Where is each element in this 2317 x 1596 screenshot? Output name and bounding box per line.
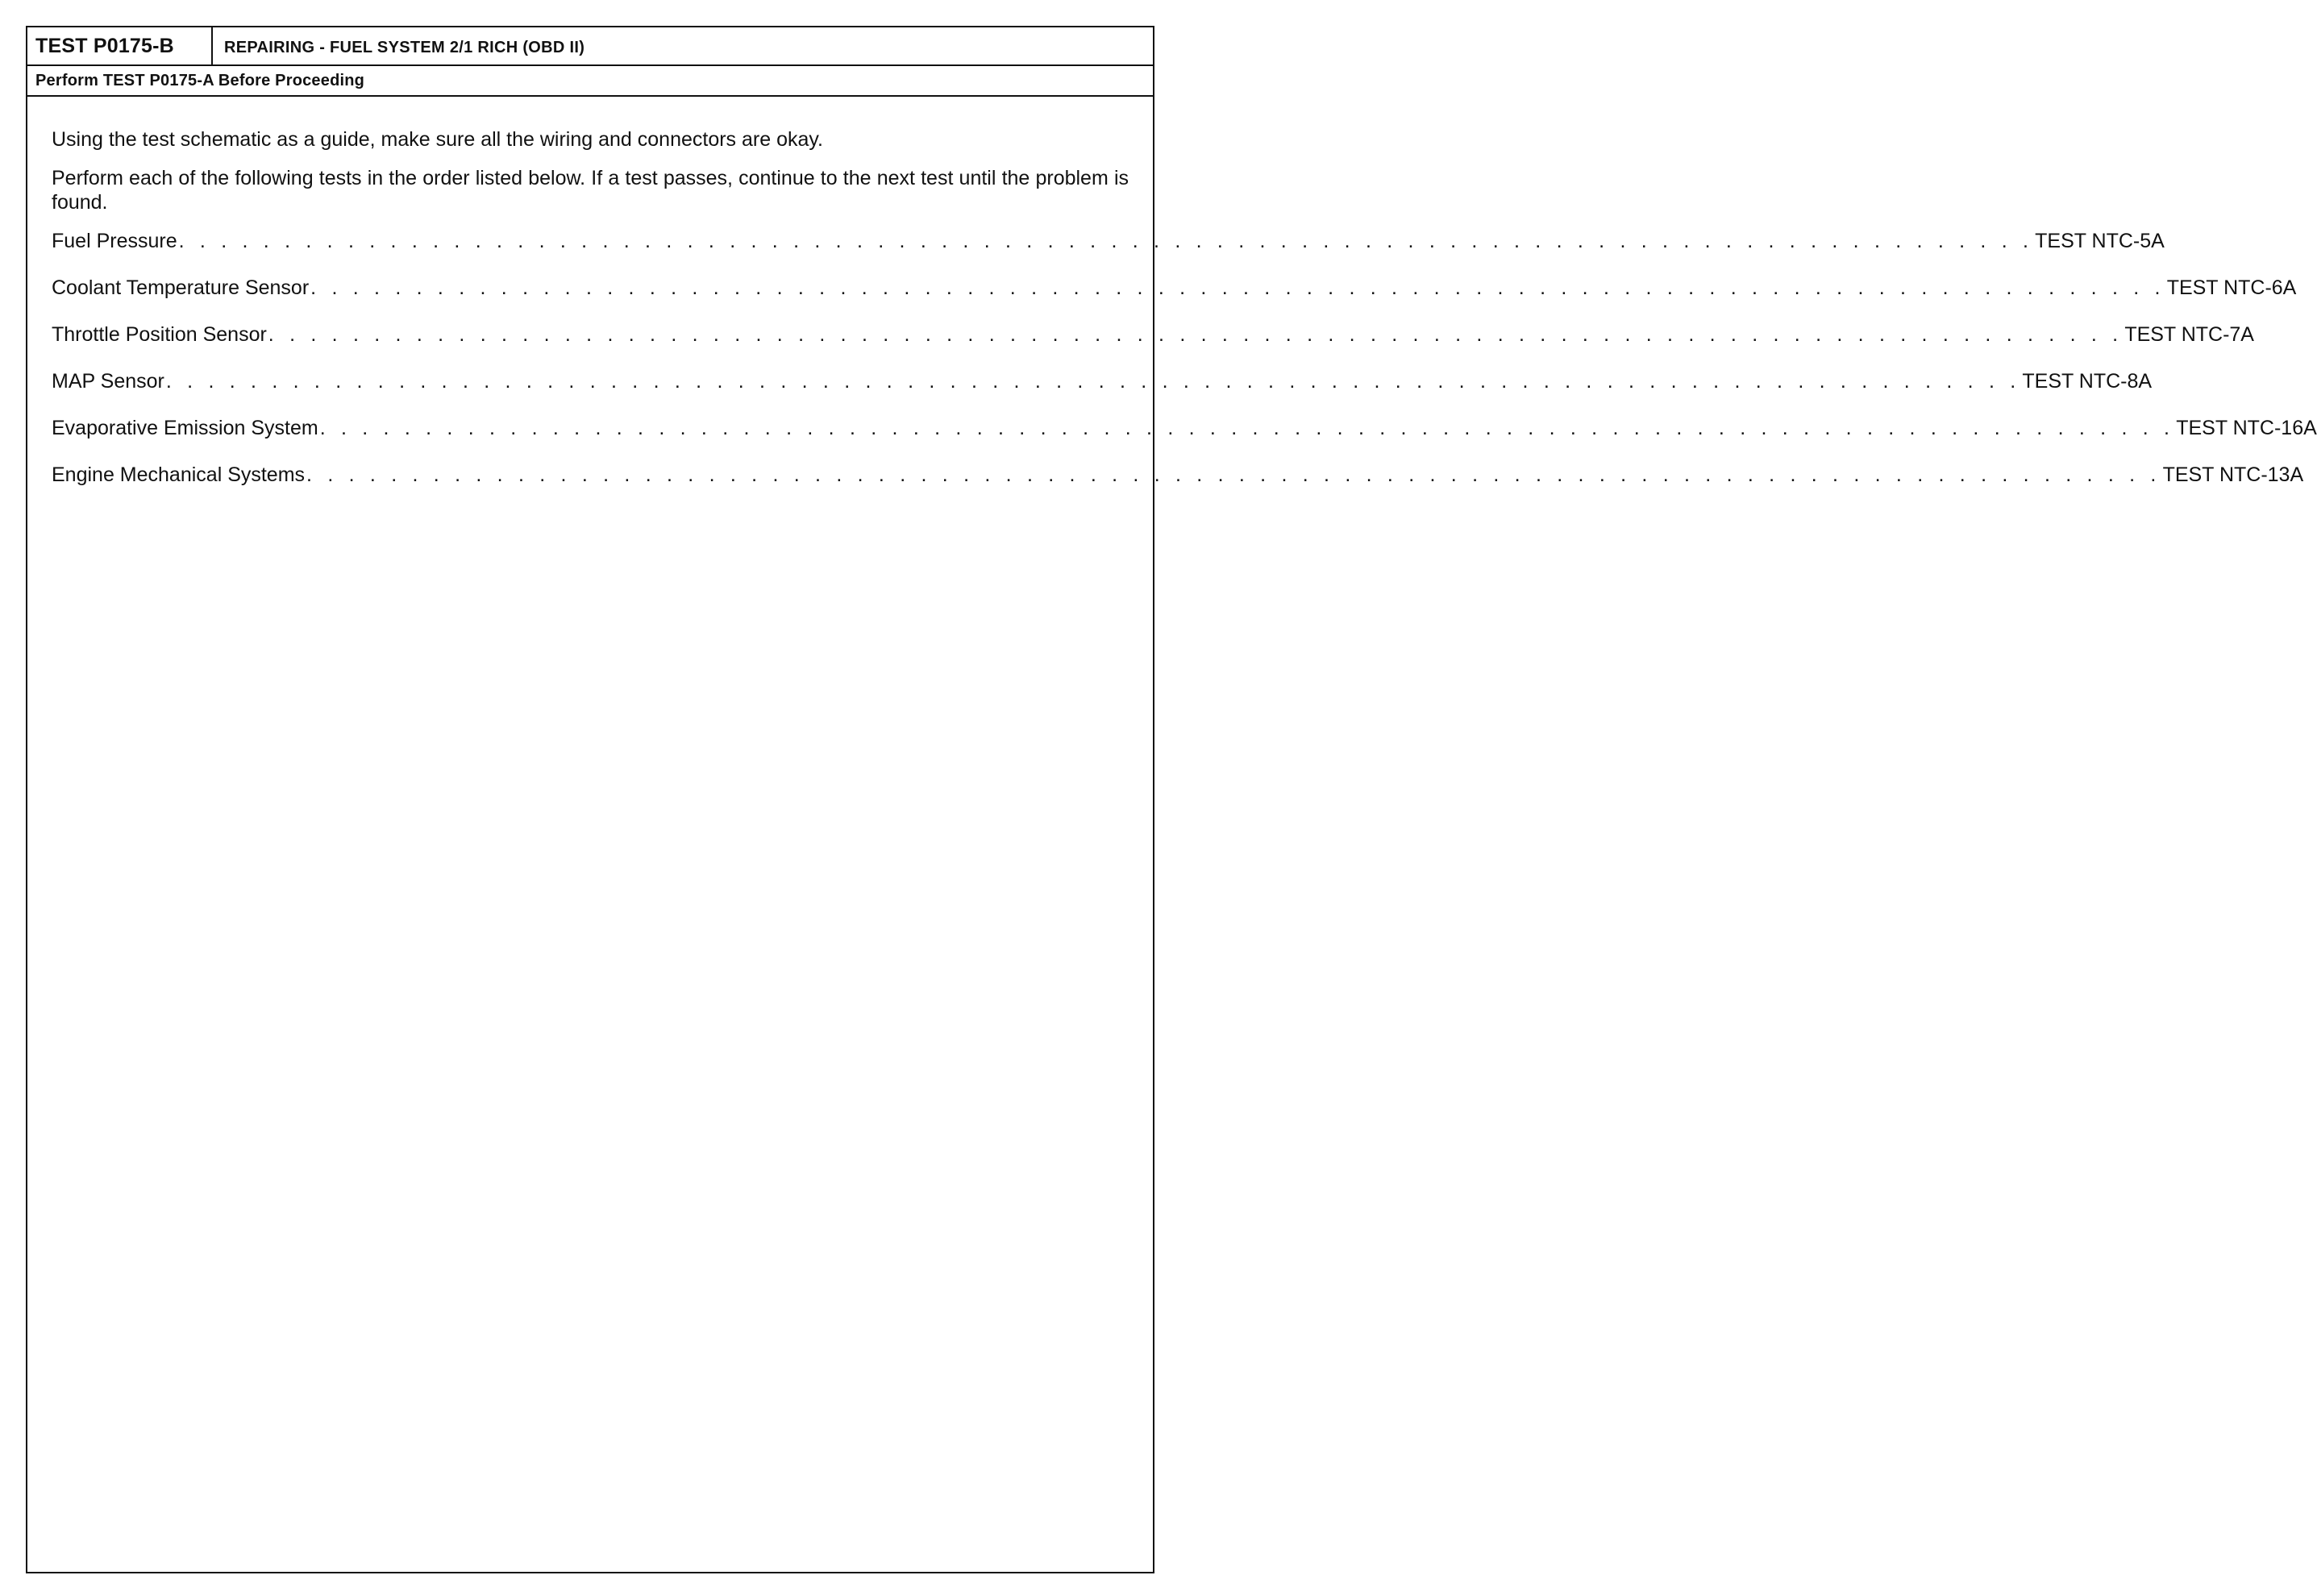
test-procedure-frame: [26, 26, 2317, 1573]
test-reference: TEST NTC-13A: [2162, 463, 2304, 486]
dot-leader: . . . . . . . . . . . . . . . . . . . . . . . . . . . . . . . . . . . . . . . . . . . . . . . . . . . . . . . . . . . . . . . . . . . . . . . . . . . . . . . . . . . . . . . .: [165, 370, 2021, 393]
test-name: MAP Sensor: [52, 370, 164, 393]
test-list-item: [52, 369, 2153, 393]
test-list-item: [52, 463, 2304, 487]
instructions-paragraph: Perform each of the following tests in the order listed below. If a test passes, continue to the next test until the problem is found.: [52, 167, 1129, 214]
dot-leader: . . . . . . . . . . . . . . . . . . . . . . . . . . . . . . . . . . . . . . . . . . . . . . . . . . . . . . . . . . . . . . . . . . . . . . . . . . . . . . . . . . . . . . . .: [310, 276, 2165, 299]
test-name: Evaporative Emission System: [52, 417, 318, 439]
test-title: REPAIRING - FUEL SYSTEM 2/1 RICH (OBD II): [224, 38, 585, 56]
test-list-item: [52, 322, 2254, 347]
test-reference: TEST NTC-5A: [2035, 230, 2165, 252]
test-reference: TEST NTC-7A: [2124, 323, 2254, 346]
test-name: Throttle Position Sensor: [52, 323, 267, 346]
dot-leader: . . . . . . . . . . . . . . . . . . . . . . . . . . . . . . . . . . . . . . . . . . . . . . . . . . . . . . . . . . . . . . . . . . . . . . . . . . . . . . . . . . . . . . . .: [268, 323, 2124, 346]
test-list-item: [52, 416, 2317, 440]
header-row: [27, 27, 1153, 66]
test-id-box: TEST P0175-B: [27, 27, 213, 64]
dot-leader: . . . . . . . . . . . . . . . . . . . . . . . . . . . . . . . . . . . . . . . . . . . . . . . . . . . . . . . . . . . . . . . . . . . . . . . . . . . . . . . . . . . . . . . .: [319, 417, 2175, 439]
test-name: Engine Mechanical Systems: [52, 463, 306, 486]
test-list: [52, 229, 2317, 487]
test-list-item: [52, 229, 2165, 253]
procedure-body: [27, 97, 2317, 487]
intro-paragraph: Using the test schematic as a guide, make sure all the wiring and connectors are okay.: [52, 128, 823, 151]
test-name: Fuel Pressure: [52, 230, 177, 252]
dot-leader: . . . . . . . . . . . . . . . . . . . . . . . . . . . . . . . . . . . . . . . . . . . . . . . . . . . . . . . . . . . . . . . . . . . . . . . . . . . . . . . . . . . . . . . .: [178, 230, 2034, 252]
test-name: Coolant Temperature Sensor: [52, 276, 310, 299]
prerequisite-note: Perform TEST P0175-A Before Proceeding: [27, 66, 1153, 97]
test-reference: TEST NTC-6A: [2166, 276, 2297, 299]
test-list-item: [52, 276, 2297, 300]
dot-leader: . . . . . . . . . . . . . . . . . . . . . . . . . . . . . . . . . . . . . . . . . . . . . . . . . . . . . . . . . . . . . . . . . . . . . . . . . . . . . . . . . . . . . . . .: [306, 463, 2161, 486]
test-reference: TEST NTC-8A: [2022, 370, 2153, 393]
test-reference: TEST NTC-16A: [2176, 417, 2317, 439]
